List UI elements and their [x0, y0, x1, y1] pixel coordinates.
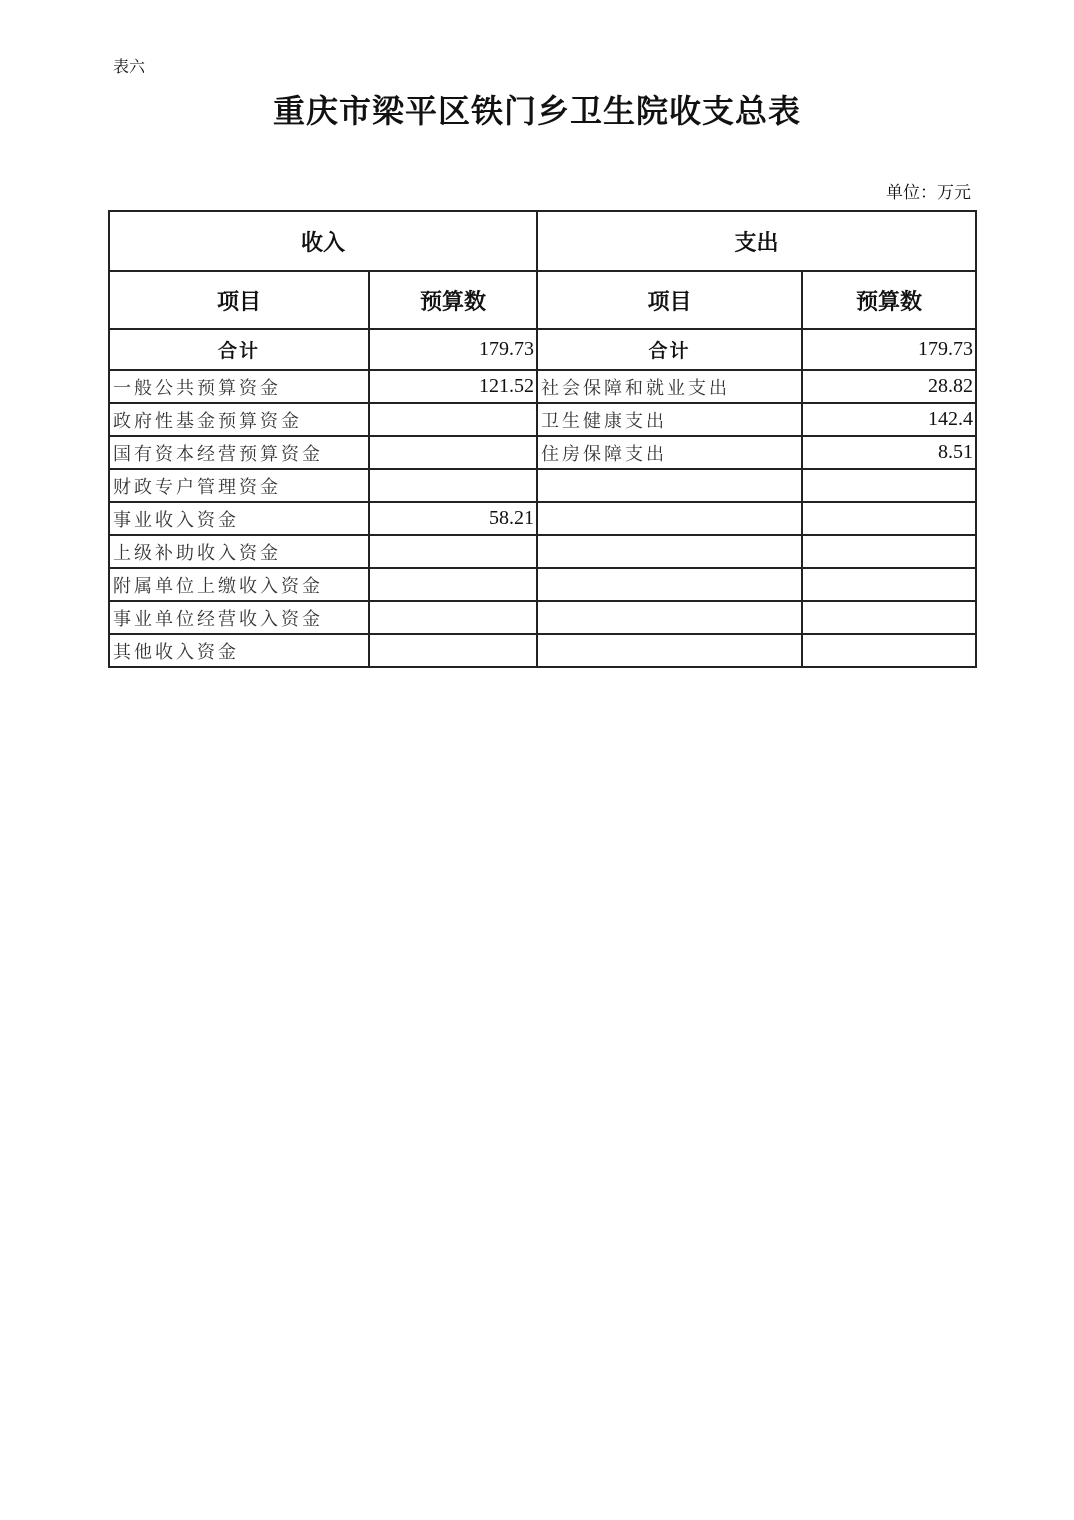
income-total-value: 179.73 [369, 329, 537, 370]
expense-value [802, 469, 976, 502]
section-header-row [109, 211, 976, 271]
income-value [369, 535, 537, 568]
expense-total-label: 合计 [537, 329, 802, 370]
total-row [109, 329, 976, 370]
income-budget-header: 预算数 [369, 271, 537, 329]
income-item: 财政专户管理资金 [109, 469, 369, 502]
income-total-label: 合计 [109, 329, 369, 370]
income-value [369, 436, 537, 469]
table-row [109, 370, 976, 403]
income-value: 121.52 [369, 370, 537, 403]
income-item: 国有资本经营预算资金 [109, 436, 369, 469]
table-row [109, 634, 976, 667]
expense-value [802, 601, 976, 634]
expense-value [802, 634, 976, 667]
expense-item: 住房保障支出 [537, 436, 802, 469]
table-row [109, 469, 976, 502]
income-value [369, 634, 537, 667]
expense-value [802, 535, 976, 568]
income-item: 附属单位上缴收入资金 [109, 568, 369, 601]
table-number: 表六 [113, 57, 146, 76]
expense-budget-header: 预算数 [802, 271, 976, 329]
income-item: 其他收入资金 [109, 634, 369, 667]
income-item-header: 项目 [109, 271, 369, 329]
column-header-row [109, 271, 976, 329]
expense-item [537, 568, 802, 601]
budget-summary-table [108, 210, 977, 668]
income-value [369, 601, 537, 634]
expense-value [802, 502, 976, 535]
unit-label: 单位：万元 [886, 183, 971, 203]
table-row [109, 403, 976, 436]
expense-item-header: 项目 [537, 271, 802, 329]
page-title: 重庆市梁平区铁门乡卫生院收支总表 [272, 92, 801, 130]
income-item: 一般公共预算资金 [109, 370, 369, 403]
income-item: 上级补助收入资金 [109, 535, 369, 568]
income-item: 事业单位经营收入资金 [109, 601, 369, 634]
expense-header: 支出 [537, 211, 976, 271]
income-value [369, 469, 537, 502]
table-row [109, 568, 976, 601]
expense-item [537, 634, 802, 667]
expense-value [802, 568, 976, 601]
expense-value: 8.51 [802, 436, 976, 469]
income-value [369, 568, 537, 601]
expense-total-value: 179.73 [802, 329, 976, 370]
income-value: 58.21 [369, 502, 537, 535]
expense-value: 28.82 [802, 370, 976, 403]
expense-value: 142.4 [802, 403, 976, 436]
income-header: 收入 [109, 211, 537, 271]
table-row [109, 436, 976, 469]
expense-item: 卫生健康支出 [537, 403, 802, 436]
table-row [109, 601, 976, 634]
expense-item [537, 502, 802, 535]
expense-item [537, 535, 802, 568]
income-value [369, 403, 537, 436]
expense-item [537, 469, 802, 502]
income-item: 政府性基金预算资金 [109, 403, 369, 436]
table-row [109, 502, 976, 535]
expense-item [537, 601, 802, 634]
table-row [109, 535, 976, 568]
income-item: 事业收入资金 [109, 502, 369, 535]
expense-item: 社会保障和就业支出 [537, 370, 802, 403]
